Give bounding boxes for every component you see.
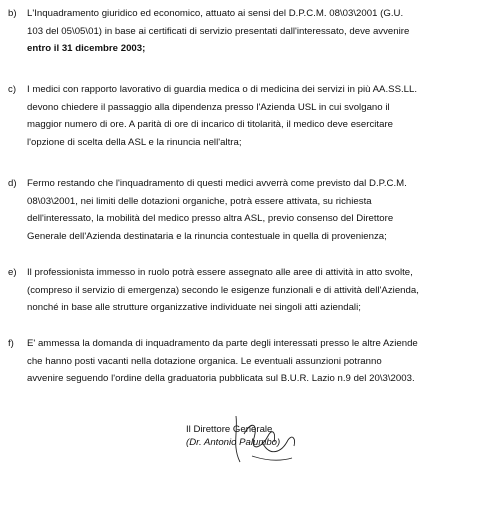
deadline-text: entro il 31 dicembre 2003; (27, 43, 146, 54)
text-line: (compreso il servizio di emergenza) secondo le esigenze funzionali e di attività dell'Azienda, (27, 284, 419, 296)
list-item-e (8, 264, 494, 317)
list-item-b (8, 5, 494, 58)
text-line: L'Inquadramento giuridico ed economico, attuato ai sensi del D.P.C.M. 08\03\2001 (G.U. (27, 8, 404, 19)
list-item-text (27, 175, 494, 245)
list-item-c (8, 81, 494, 151)
list-item-text (27, 264, 494, 317)
text-line: 103 del 05\05\01) in base ai certificati di servizio presentati dall'interessato, deve avvenire (27, 25, 410, 37)
text-line: dell'interessato, la mobilità del medico presso altra ASL, previo consenso del Direttore (27, 213, 394, 224)
list-item-text (27, 81, 494, 151)
signatory-title: Il Direttore Generale (186, 424, 273, 435)
list-marker: d) (8, 178, 17, 189)
text-line: Il professionista immesso in ruolo potrà essere assegnato alle aree di attività in atto svolte, (27, 267, 413, 278)
list-marker: b) (8, 8, 17, 19)
text-line: I medici con rapporto lavorativo di guardia medica o di medicina dei servizi in più AA.SS.LL. (27, 84, 418, 95)
list-item-d (8, 175, 494, 245)
list-marker: e) (8, 267, 17, 278)
list-item-f (8, 335, 494, 388)
text-line: Generale dell'Azienda destinataria e la rinuncia contestuale in quella di provenienza; (27, 230, 387, 242)
signature-block (186, 423, 280, 449)
text-line: 08\03\2001, nei limiti delle dotazioni organiche, potrà essere attivata, su richiesta (27, 195, 372, 207)
list-item-text (27, 335, 494, 388)
text-line: devono chiedere il passaggio alla dipendenza presso l'Azienda USL in cui svolgano il (27, 101, 390, 113)
text-line: l'opzione di scelta della ASL e la rinuncia nell'altra; (27, 136, 242, 148)
list-marker: f) (8, 338, 14, 349)
text-line: E' ammessa la domanda di inquadramento da parte degli interessati presso le altre Aziende (27, 338, 418, 349)
text-line: Fermo restando che l'inquadramento di questi medici avverrà come previsto dal D.P.C.M. (27, 178, 407, 189)
signatory-name: (Dr. Antonio Palumbo) (186, 437, 281, 448)
list-marker: c) (8, 84, 17, 95)
text-line: nonché in base alle strutture organizzative individuate nei singoli atti aziendali; (27, 302, 361, 313)
text-line: avvenire seguendo l'ordine della graduatoria pubblicata sul B.U.R. Lazio n.9 del 20\3\2003. (27, 373, 415, 384)
list-item-text (27, 5, 494, 58)
text-line: maggior numero di ore. A parità di ore di incarico di titolarità, il medico deve esercitare (27, 119, 394, 130)
text-line: che hanno posti vacanti nella dotazione organica. Le eventuali assunzioni potranno (27, 355, 382, 367)
